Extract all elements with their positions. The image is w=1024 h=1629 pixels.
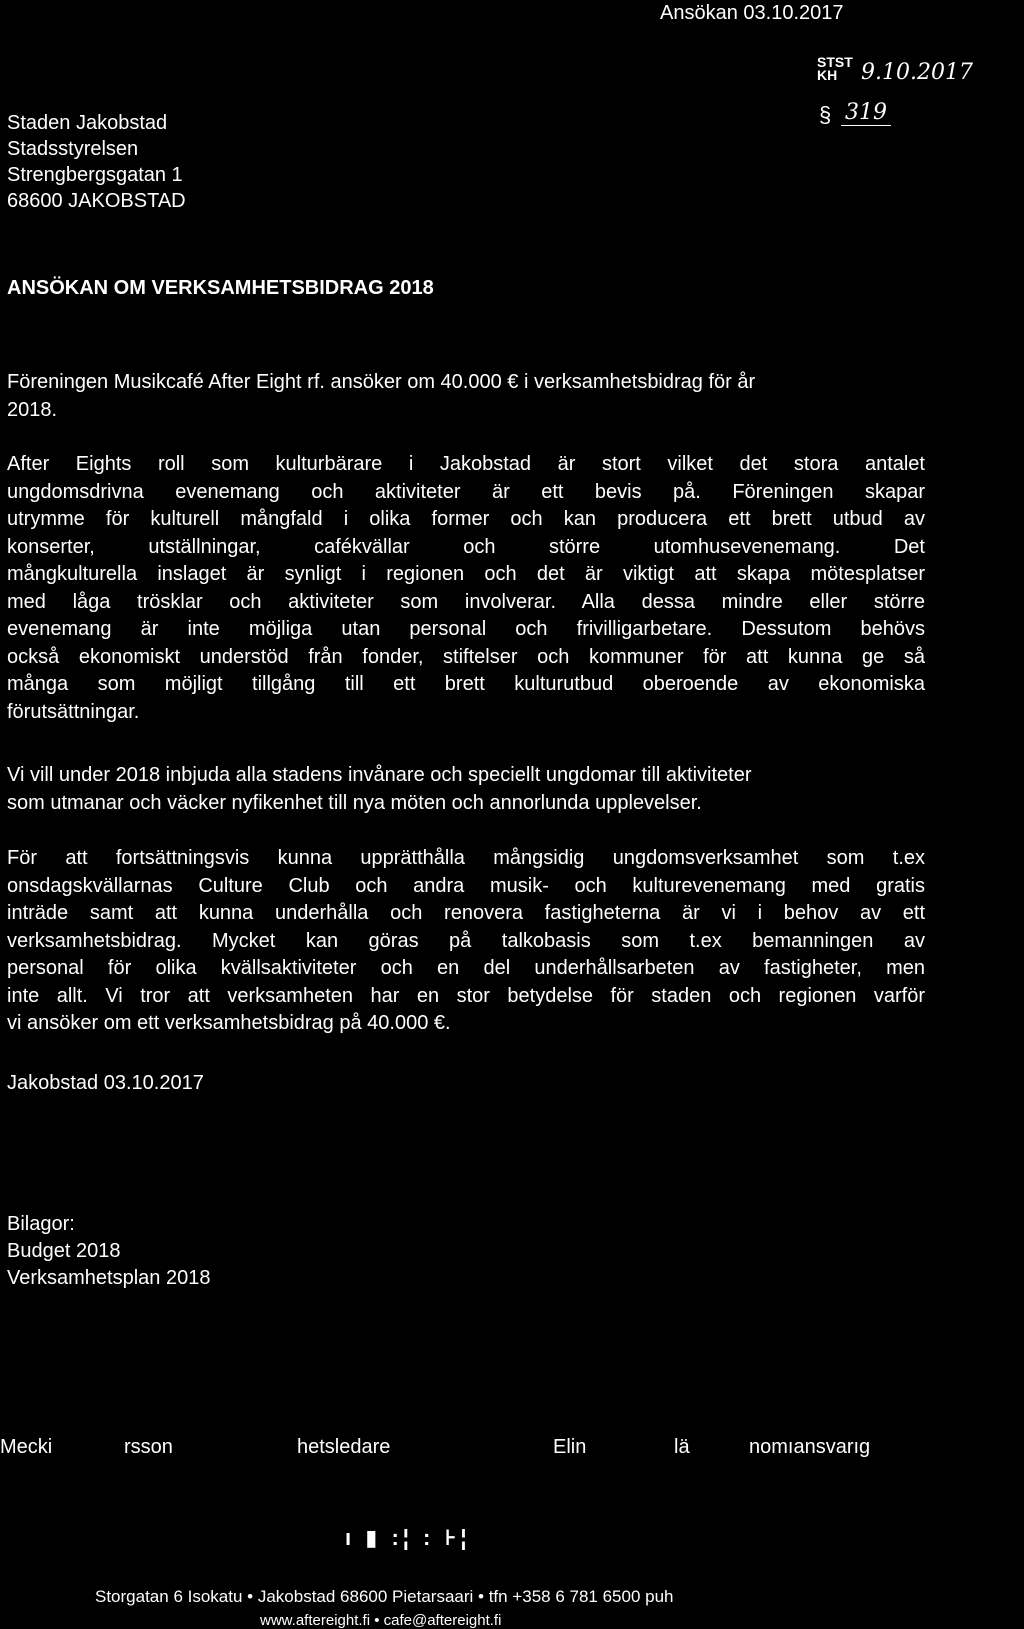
footer-logo: ı ▮ :¦ : ⊦¦ — [345, 1525, 471, 1550]
recipient-address — [7, 110, 186, 214]
paragraph-line: förutsättningar. — [7, 700, 140, 723]
signature-fragment: rsson — [124, 1436, 173, 1458]
recipient-line: Strengbergsgatan 1 — [7, 164, 183, 186]
signature-fragment: Mecki — [0, 1436, 53, 1458]
attachment-item: Verksamhetsplan 2018 — [7, 1267, 211, 1289]
paragraph-line: med låga trösklar och aktiviteter som involverar. Alla dessa mindre eller större — [7, 590, 925, 613]
recipient-line: Staden Jakobstad — [7, 112, 168, 134]
paragraph-need — [7, 845, 925, 1038]
paragraph-line: vi ansöker om ett verksamhetsbidrag på 40.000 €. — [7, 1012, 451, 1034]
attachment-item: Budget 2018 — [7, 1240, 121, 1262]
footer-address: Storgatan 6 Isokatu • Jakobstad 68600 Pietarsaari • tfn +358 6 781 6500 puh — [95, 1587, 674, 1606]
attachments-label: Bilagor: — [7, 1213, 75, 1235]
signature-fragment: nomıansvarıg — [749, 1436, 871, 1458]
stamp-section-sign: § — [819, 102, 832, 127]
footer-web-contact: www.aftereight.fi • cafe@aftereight.fi — [260, 1612, 502, 1629]
paragraph-line: evenemang är inte möjliga utan personal och frivilligarbetare. Dessutom behövs — [7, 618, 925, 640]
recipient-line: 68600 JAKOBSTAD — [7, 190, 186, 212]
paragraph-line: utrymme för kulturell mångfald i olika former och kan producera ett brett utbud av — [7, 508, 925, 530]
stamp-line-1: STST — [817, 54, 853, 70]
signature-block — [0, 1436, 1024, 1466]
paragraph-role — [7, 451, 925, 726]
stamp-section-number: 319 — [841, 100, 891, 126]
paragraph-line: som utmanar och väcker nyfikenhet till nya möten och annorlunda upplevelser. — [7, 791, 702, 814]
paragraph-line: mångkulturella inslaget är synligt i regionen och det är viktigt att skapa mötesplatser — [7, 563, 925, 585]
paragraph-request — [7, 369, 925, 424]
paragraph-line: inte allt. Vi tror att verksamheten har en stor betydelse för staden och regionen varför — [7, 984, 925, 1007]
signature-fragment: Elin — [553, 1436, 587, 1458]
attachments-list — [7, 1211, 210, 1292]
document-title: ANSÖKAN OM VERKSAMHETSBIDRAG 2018 — [7, 277, 434, 299]
paragraph-line: verksamhetsbidrag. Mycket kan göras på talkobasis som t.ex bemanningen av — [7, 929, 925, 952]
place-and-date: Jakobstad 03.10.2017 — [7, 1072, 204, 1094]
stamp-line-2: KH — [817, 67, 838, 83]
signature-fragment: hetsledare — [297, 1436, 391, 1458]
paragraph-line: onsdagskvällarnas Culture Club och andra musik- och kulturevenemang med gratis — [7, 874, 925, 897]
paragraph-line: personal för olika kvällsaktiviteter och en del underhållsarbeten av fastigheter, men — [7, 957, 925, 979]
paragraph-line: många som möjligt tillgång till ett brett kulturutbud oberoende av ekonomiska — [7, 673, 925, 695]
paragraph-line: inträde samt att kunna underhålla och renovera fastigheterna är vi i behov av ett — [7, 902, 925, 924]
paragraph-line: Vi vill under 2018 inbjuda alla stadens invånare och speciellt ungdomar till aktiviteter — [7, 764, 752, 786]
paragraph-line: 2018. — [7, 398, 58, 421]
application-date: Ansökan 03.10.2017 — [660, 2, 844, 24]
paragraph-line: Föreningen Musikcafé After Eight rf. ansöker om 40.000 € i verksamhetsbidrag för år — [7, 371, 756, 393]
paragraph-line: After Eights roll som kulturbärare i Jakobstad är stort vilket det stora antalet — [7, 453, 925, 475]
recipient-line: Stadsstyrelsen — [7, 138, 139, 160]
paragraph-line: konserter, utställningar, cafékvällar och större utomhusevenemang. Det — [7, 535, 925, 558]
paragraph-line: ungdomsdrivna evenemang och aktiviteter är ett bevis på. Föreningen skapar — [7, 480, 925, 503]
paragraph-invitation — [7, 762, 925, 817]
signature-fragment: lä — [674, 1436, 690, 1458]
paragraph-line: också ekonomiskt understöd från fonder, stiftelser och kommuner för att kunna ge så — [7, 645, 925, 668]
stamp-handwritten-date: 9.10.2017 — [861, 60, 973, 85]
paragraph-line: För att fortsättningsvis kunna upprätthålla mångsidig ungdomsverksamhet som t.ex — [7, 847, 925, 869]
